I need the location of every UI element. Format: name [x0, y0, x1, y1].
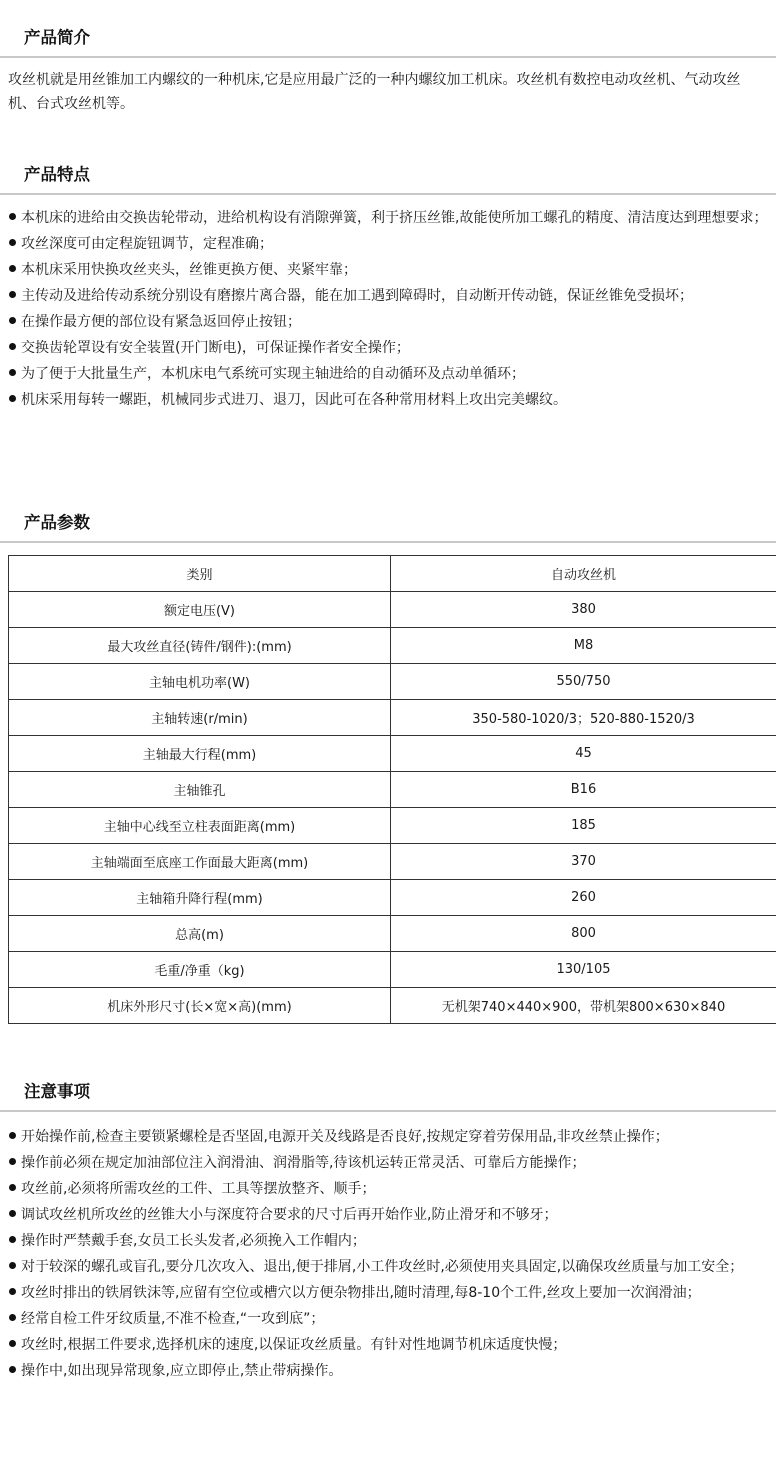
bullet-icon [9, 1236, 16, 1243]
bullet-icon [9, 1158, 16, 1165]
param-label: 主轴锥孔 [9, 772, 391, 808]
list-item: 开始操作前,检查主要锁紧螺栓是否坚固,电源开关及线路是否良好,按规定穿着劳保用品,非攻丝禁止操作； [8, 1125, 770, 1149]
bullet-icon [9, 1184, 16, 1191]
bullet-icon [9, 1366, 16, 1373]
table-row [9, 700, 776, 736]
table-row [9, 664, 776, 700]
param-label: 总高(m) [9, 916, 391, 952]
bullet-icon [9, 369, 16, 376]
param-value: M8 [391, 628, 776, 664]
param-label: 主轴转速(r/min) [9, 700, 391, 736]
list-item: 本机床采用快换攻丝夹头，丝锥更换方便、夹紧牢靠； [8, 258, 770, 282]
param-value: 130/105 [391, 952, 776, 988]
param-value: 370 [391, 844, 776, 880]
intro-text: 攻丝机就是用丝锥加工内螺纹的一种机床,它是应用最广泛的一种内螺纹加工机床。攻丝机有数控电动攻丝机、气动攻丝机、台式攻丝机等。 [8, 72, 741, 112]
table-row [9, 844, 776, 880]
bullet-icon [9, 1132, 16, 1139]
bullet-icon [9, 1288, 16, 1295]
param-label: 主轴最大行程(mm) [9, 736, 391, 772]
table-row [9, 880, 776, 916]
param-label: 机床外形尺寸(长×宽×高)(mm) [9, 988, 391, 1024]
param-value: B16 [391, 772, 776, 808]
params-section [0, 511, 776, 543]
notes-header [0, 1080, 776, 1112]
notes-title: 注意事项 [24, 1082, 90, 1101]
bullet-icon [9, 1340, 16, 1347]
list-item: 调试攻丝机所攻丝的丝锥大小与深度符合要求的尺寸后再开始作业,防止滑牙和不够牙； [8, 1203, 770, 1227]
table-row [9, 988, 776, 1024]
table-header-row [9, 556, 776, 592]
features-section [0, 163, 776, 195]
param-label: 主轴端面至底座工作面最大距离(mm) [9, 844, 391, 880]
bullet-icon [9, 213, 16, 220]
bullet-icon [9, 317, 16, 324]
list-item: 攻丝时,根据工件要求,选择机床的速度,以保证攻丝质量。有针对性地调节机床适度快慢； [8, 1333, 770, 1357]
bullet-icon [9, 1262, 16, 1269]
param-label: 最大攻丝直径(铸件/钢件):(mm) [9, 628, 391, 664]
param-label: 主轴中心线至立柱表面距离(mm) [9, 808, 391, 844]
list-item: 主传动及进给传动系统分别设有磨擦片离合器，能在加工遇到障碍时，自动断开传动链，保证丝锥免受损坏； [8, 284, 770, 308]
list-item: 操作中,如出现异常现象,应立即停止,禁止带病操作。 [8, 1359, 770, 1383]
bullet-icon [9, 265, 16, 272]
list-item: 机床采用每转一螺距，机械同步式进刀、退刀，因此可在各种常用材料上攻出完美螺纹。 [8, 388, 770, 412]
list-item: 攻丝深度可由定程旋钮调节，定程准确； [8, 232, 770, 256]
intro-header [0, 26, 776, 58]
param-value: 350-580-1020/3；520-880-1520/3 [391, 700, 776, 736]
table-row [9, 952, 776, 988]
param-value: 185 [391, 808, 776, 844]
intro-title: 产品简介 [24, 28, 90, 47]
param-label: 主轴箱升降行程(mm) [9, 880, 391, 916]
bullet-icon [9, 1210, 16, 1217]
params-header [0, 511, 776, 543]
param-label: 主轴电机功率(W) [9, 664, 391, 700]
table-row [9, 808, 776, 844]
features-list [8, 206, 770, 414]
bullet-icon [9, 1314, 16, 1321]
table-row [9, 628, 776, 664]
param-value: 550/750 [391, 664, 776, 700]
header-cell-category: 类别 [9, 556, 391, 592]
list-item: 经常自检工件牙纹质量,不准不检查,“一攻到底”； [8, 1307, 770, 1331]
param-value: 380 [391, 592, 776, 628]
list-item: 为了便于大批量生产，本机床电气系统可实现主轴进给的自动循环及点动单循环； [8, 362, 770, 386]
table-row [9, 772, 776, 808]
bullet-icon [9, 395, 16, 402]
list-item: 操作前必须在规定加油部位注入润滑油、润滑脂等,待该机运转正常灵活、可靠后方能操作； [8, 1151, 770, 1175]
param-value: 45 [391, 736, 776, 772]
param-label: 额定电压(V) [9, 592, 391, 628]
params-table [8, 555, 776, 1024]
features-title: 产品特点 [24, 165, 90, 184]
params-title: 产品参数 [24, 513, 90, 532]
bullet-icon [9, 239, 16, 246]
param-value: 800 [391, 916, 776, 952]
list-item: 操作时严禁戴手套,女员工长头发者,必须挽入工作帽内； [8, 1229, 770, 1253]
table-row [9, 736, 776, 772]
list-item: 对于较深的螺孔或盲孔,要分几次攻入、退出,便于排屑,小工件攻丝时,必须使用夹具固定,以确保攻丝质量与加工安全； [8, 1255, 770, 1279]
bullet-icon [9, 291, 16, 298]
list-item: 攻丝前,必须将所需攻丝的工件、工具等摆放整齐、顺手； [8, 1177, 770, 1201]
intro-section [0, 26, 776, 58]
header-cell-model: 自动攻丝机 [391, 556, 776, 592]
features-header [0, 163, 776, 195]
table-row [9, 916, 776, 952]
list-item: 攻丝时排出的铁屑铁沫等,应留有空位或槽穴以方便杂物排出,随时清理,每8-10个工件,丝攻上要加一次润滑油； [8, 1281, 770, 1305]
list-item: 交换齿轮罩设有安全装置(开门断电)，可保证操作者安全操作； [8, 336, 770, 360]
list-item: 在操作最方便的部位设有紧急返回停止按钮； [8, 310, 770, 334]
list-item: 本机床的进给由交换齿轮带动，进给机构设有消隙弹簧，利于挤压丝锥,故能使所加工螺孔的精度、清洁度达到理想要求； [8, 206, 770, 230]
notes-section [0, 1080, 776, 1112]
param-value: 260 [391, 880, 776, 916]
notes-list [8, 1125, 770, 1385]
param-label: 毛重/净重（kg) [9, 952, 391, 988]
param-value: 无机架740×440×900，带机架800×630×840 [391, 988, 776, 1024]
bullet-icon [9, 343, 16, 350]
table-row [9, 592, 776, 628]
